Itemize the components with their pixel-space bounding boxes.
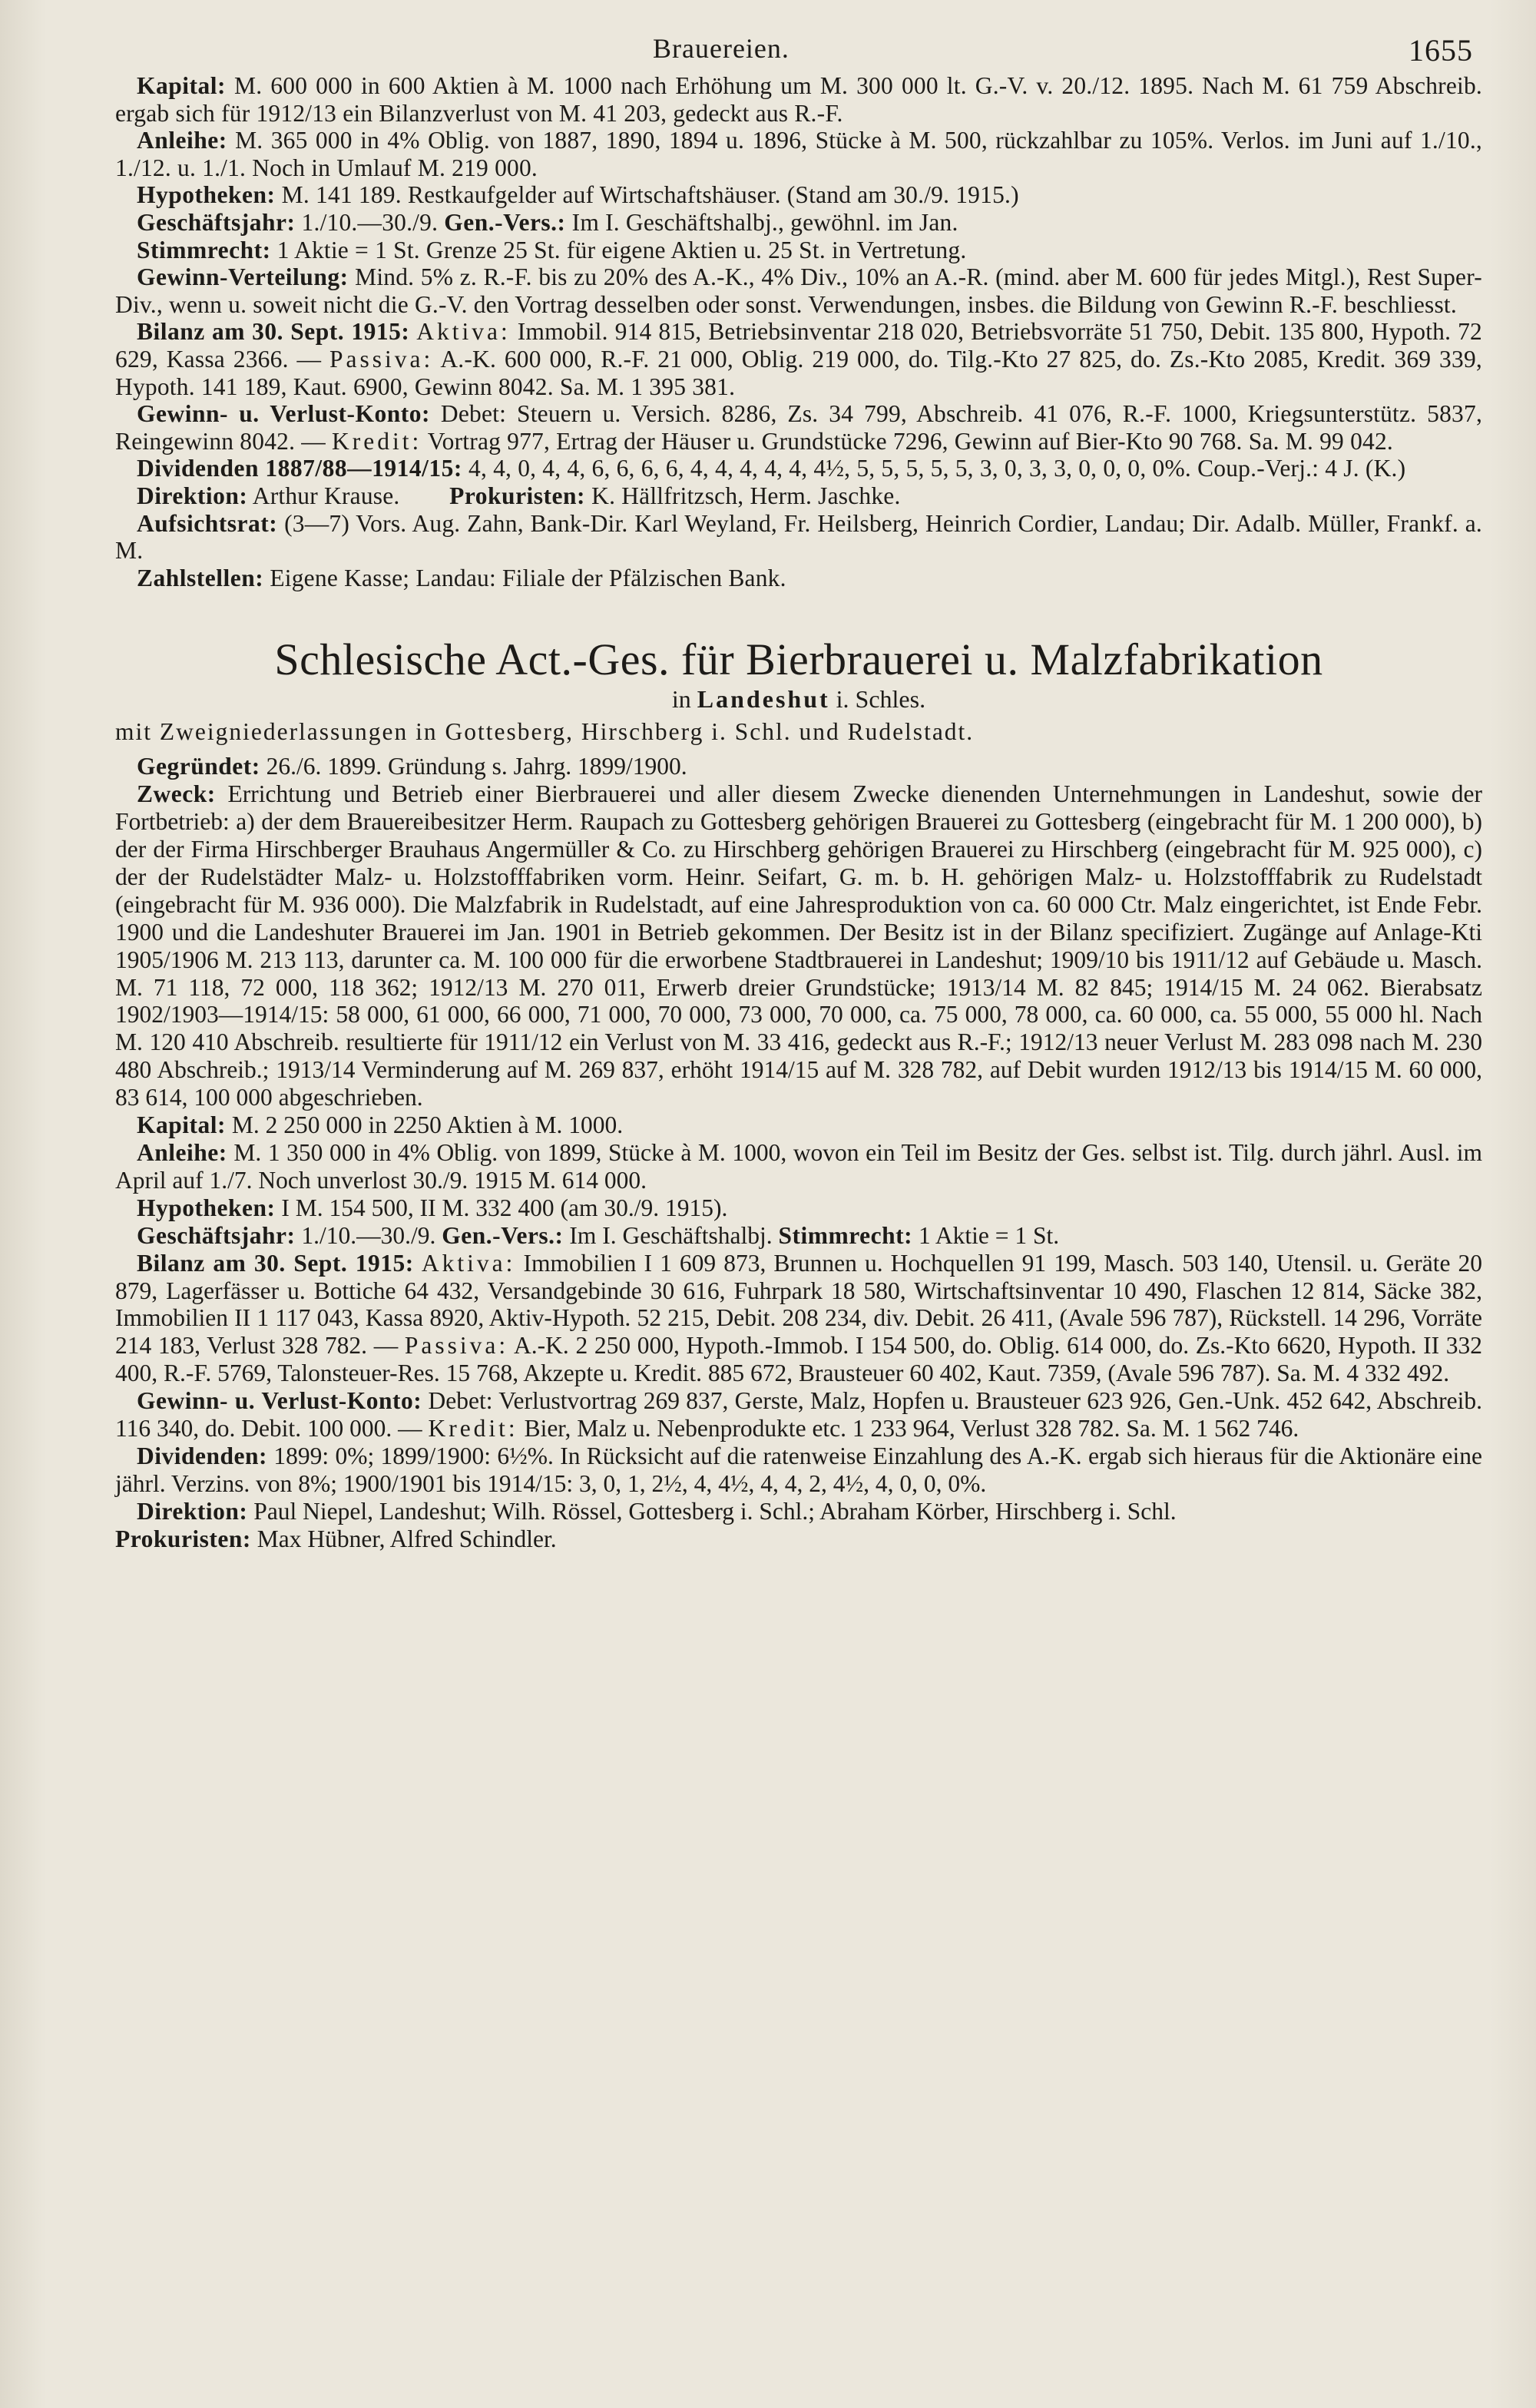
location-city: Landeshut [697, 685, 830, 714]
stimmrecht2-label: Stimmrecht: [778, 1221, 913, 1249]
direktion2-text: Paul Niepel, Landeshut; Wilh. Rössel, Gottesberg i. Schl.; Abraham Körber, Hirschberg i. Schl. [253, 1497, 1177, 1525]
guv2-paragraph [115, 1387, 1482, 1442]
gewinn-verteilung-label: Gewinn-Verteilung: [137, 263, 349, 291]
aufsichtsrat-text: (3—7) Vors. Aug. Zahn, Bank-Dir. Karl Weyland, Fr. Heilsberg, Heinrich Cordier, Landau; Dir. Adalb. Müller, Frankf. a. M. [115, 509, 1483, 565]
company-branches: mit Zweigniederlassungen in Gottesberg, Hirschberg i. Schl. und Rudelstadt. [115, 718, 975, 746]
bilanz-passiva-text: A.-K. 600 000, R.-F. 21 000, Oblig. 219 000, do. Tilg.-Kto 27 825, do. Zs.-Kto 2085, Kredit. 369 339, Hypoth. 141 189, Kaut. 6900, Gewinn 8042. Sa. M. 1 395 381. [115, 345, 1482, 400]
gegruendet-label: Gegründet: [137, 753, 260, 780]
anleihe2-paragraph [115, 1139, 1482, 1194]
anleihe-paragraph [115, 127, 1482, 181]
prokuristen2-text: Max Hübner, Alfred Schindler. [257, 1525, 557, 1552]
gegruendet-text: 26./6. 1899. Gründung s. Jahrg. 1899/1900. [266, 753, 687, 780]
dividenden-text: 4, 4, 0, 4, 4, 6, 6, 6, 6, 4, 4, 4, 4, 4, 4½, 5, 5, 5, 5, 5, 3, 0, 3, 3, 0, 0, 0, 0%. Coup.-Verj.: 4 J. (K.) [468, 455, 1406, 482]
hypotheken2-paragraph [115, 1194, 1482, 1222]
guv2-label: Gewinn- u. Verlust-Konto: [137, 1387, 422, 1415]
stimmrecht2-text: 1 Aktie = 1 St. [918, 1221, 1060, 1249]
kapital2-label: Kapital: [137, 1111, 227, 1139]
aufsichtsrat-paragraph [115, 510, 1482, 565]
anleihe2-text: M. 1 350 000 in 4% Oblig. von 1899, Stücke à M. 1000, wovon ein Teil im Besitz der Ges. selbst ist. Tilg. durch jährl. Ausl. im April auf 1./7. Noch unverlost 30./9. 1915 M. 614 000. [115, 1138, 1482, 1194]
geschaeftsjahr-paragraph [115, 209, 1482, 237]
guv-debet-text: Steuern u. Versich. 8286, Zs. 34 799, Abschreib. 41 076, R.-F. 1000, Kriegsunterstütz. 5837, Reingewinn 8042. — [115, 400, 1483, 455]
guv-label: Gewinn- u. Verlust-Konto: [137, 400, 431, 428]
first-company-entry [115, 72, 1482, 591]
kapital2-paragraph [115, 1111, 1482, 1139]
guv2-kredit-label: Kredit: [428, 1415, 518, 1442]
guv-kredit-text: Vortrag 977, Ertrag der Häuser u. Grundstücke 7296, Gewinn auf Bier-Kto 90 768. Sa. M. 99 042. [427, 427, 1394, 455]
prokuristen2-label: Prokuristen: [115, 1525, 251, 1552]
dividenden-paragraph [115, 455, 1482, 482]
dividenden-label: Dividenden 1887/88—1914/15: [137, 455, 462, 482]
bilanz2-aktiva-label: Aktiva: [421, 1249, 516, 1277]
genvers-label: Gen.-Vers.: [444, 208, 566, 236]
anleihe-text: M. 365 000 in 4% Oblig. von 1887, 1890, 1894 u. 1896, Stücke à M. 500, rückzahlbar zu 105%. Verlos. im Juni auf 1./10., 1./12. u. 1./1. Noch in Umlauf M. 219 000. [115, 127, 1482, 181]
prokuristen-label: Prokuristen: [449, 482, 586, 509]
stimmrecht-label: Stimmrecht: [137, 236, 271, 263]
guv2-debet-label: Debet: [428, 1387, 493, 1415]
zweck-paragraph [115, 780, 1482, 1111]
dividenden2-text: 1899: 0%; 1899/1900: 6½%. In Rücksicht auf die ratenweise Einzahlung des A.-K. ergab sich hieraus für die Aktionäre eine jährl. Verzins. von 8%; 1900/1901 bis 1914/15: 3, 0, 1, 2½, 4, 4½, 4, 4, 2, 4½, 4, 0, 0, 0%. [115, 1442, 1483, 1497]
zahlstellen-label: Zahlstellen: [137, 564, 264, 591]
hypotheken-text: M. 141 189. Restkaufgelder auf Wirtschaftshäuser. (Stand am 30./9. 1915.) [281, 181, 1019, 209]
location-suffix: i. Schles. [836, 685, 926, 714]
zweck-text: Errichtung und Betrieb einer Bierbrauerei und aller diesem Zwecke dienenden Unternehmungen in Landeshut, sowie der Fortbetrieb: a) der dem Brauereibesitzer Herm. Raupach zu Gottesberg gehörigen Brauerei zu Gottesberg (eingebracht für M. 1 200 000), b) der der Firma Hirschberger Brauhaus Angermüller & Co. zu Hirschberg gehörigen Brauerei zu Hirschberg (eingebracht für M. 925 000), c) der der Rudelstädter Malz- u. Holzstofffabriken vorm. Heinr. Seifart, G. m. b. H. gehörigen Malz- u. Holzstofffabrik zu Rudelstadt (eingebracht für M. 936 000). Die Malzfabrik in Rudelstadt, auf eine Jahresproduktion von ca. 60 000 Ctr. Malz eingerichtet, ist Ende Febr. 1900 und die Landeshuter Brauerei im Jan. 1901 in Betrieb gekommen. Der Besitz ist in der Bilanz specifiziert. Zugänge auf Anlage-Kti 1905/1906 M. 213 113, darunter ca. M. 100 000 für die erworbene Stadtbrauerei in Landeshut; 1909/10 bis 1911/12 auf Gebäude u. Masch. M. 71 118, 72 000, 118 362; 1912/13 M. 270 011, Erwerb dreier Grundstücke; 1913/14 M. 82 845; 1914/15 M. 24 062. Bierabsatz 1902/1903—1914/15: 58 000, 61 000, 66 000, 71 000, 70 000, 73 000, 70 000, ca. 75 000, 78 000, ca. 60 000, ca. 55 000, 55 000 hl. Nach M. 120 410 Abschreib. resultierte für 1911/12 ein Verlust von M. 33 416, gedeckt aus R.-F.; 1912/13 neuer Verlust M. 283 098 nach M. 230 480 Abschreib.; 1913/14 Verminderung auf M. 269 837, erhöht 1914/15 auf M. 328 782, auf Debit wurden 1912/13 bis 1914/15 M. 60 000, 83 614, 100 000 abgeschrieben. [115, 780, 1483, 1111]
hypotheken-label: Hypotheken: [137, 181, 276, 209]
guv-kredit-label: Kredit: [332, 427, 422, 455]
geschaeftsjahr2-label: Geschäftsjahr: [137, 1221, 296, 1249]
gewinn-verteilung-paragraph [115, 263, 1482, 318]
company-title: Schlesische Act.-Ges. für Bierbrauerei u. Malzfabrikation [274, 634, 1323, 685]
kapital2-text: M. 2 250 000 in 2250 Aktien à M. 1000. [231, 1111, 624, 1139]
bilanz2-label: Bilanz am 30. Sept. 1915: [137, 1249, 414, 1277]
direktion-paragraph [115, 482, 1482, 510]
bilanz2-aktiva-text: Immobilien I 1 609 873, Brunnen u. Hochquellen 91 199, Masch. 503 140, Utensil. u. Geräte 20 879, Lagerfässer u. Bottiche 64 432, Versandgebinde 30 616, Fuhrpark 18 580, Wirtschaftsinventar 10 490, Flaschen 12 814, Säcke 382, Immobilien II 1 117 043, Kassa 8920, Aktiv-Hypoth. 52 215, Debit. 208 234, div. Debit. 26 411, (Avale 596 787), Rückstell. 14 296, Vorräte 214 183, Verlust 328 782. — [115, 1249, 1483, 1360]
zahlstellen-text: Eigene Kasse; Landau: Filiale der Pfälzischen Bank. [270, 564, 786, 591]
page-number: 1655 [1409, 33, 1473, 68]
bilanz2-passiva-label: Passiva: [404, 1332, 509, 1360]
guv2-debet-text: Verlustvortrag 269 837, Gerste, Malz, Hopfen u. Brausteuer 623 926, Gen.-Unk. 452 642, Abschreib. 116 340, do. Debit. 100 000. — [115, 1387, 1483, 1442]
anleihe2-label: Anleihe: [137, 1138, 227, 1166]
guv-paragraph [115, 400, 1482, 455]
aufsichtsrat-label: Aufsichtsrat: [137, 509, 278, 537]
hypotheken2-text: I M. 154 500, II M. 332 400 (am 30./9. 1915). [281, 1194, 728, 1221]
anleihe-label: Anleihe: [137, 127, 227, 154]
gewinn-verteilung-text: Mind. 5% z. R.-F. bis zu 20% des A.-K., 4% Div., 10% an A.-R. (mind. aber M. 600 für jedes Mitgl.), Rest Super-Div., wenn u. soweit nicht die G.-V. den Vortrag desselben oder sonst. Verwendungen, insbes. die Bildung von Gewinn R.-F. beschliesst. [115, 263, 1482, 318]
stimmrecht-paragraph [115, 237, 1482, 264]
location-in: in [671, 685, 691, 714]
geschaeftsjahr-label: Geschäftsjahr: [137, 208, 296, 236]
second-company-entry [115, 753, 1482, 1552]
direktion2-label: Direktion: [137, 1497, 248, 1525]
bilanz-paragraph [115, 318, 1482, 400]
direktion-label: Direktion: [137, 482, 248, 509]
geschaeftsjahr-text: 1./10.—30./9. [301, 208, 439, 236]
kapital-label: Kapital: [137, 72, 227, 99]
guv-debet-label: Debet: [440, 400, 507, 428]
bilanz-aktiva-text: Immobil. 914 815, Betriebsinventar 218 020, Betriebsvorräte 51 750, Debit. 135 800, Hypoth. 72 629, Kassa 2366. — [115, 318, 1482, 373]
kapital-text: M. 600 000 in 600 Aktien à M. 1000 nach Erhöhung um M. 300 000 lt. G.-V. v. 20./12. 1895. Nach M. 61 759 Abschreib. ergab sich für 1912/13 ein Bilanzverlust von M. 41 203, gedeckt aus R.-F. [115, 72, 1483, 127]
geschaeftsjahr2-paragraph [115, 1222, 1482, 1250]
genvers2-text: Im I. Geschäftshalbj. [569, 1221, 773, 1249]
direktion2-paragraph [115, 1498, 1482, 1553]
company-location [115, 685, 1482, 713]
guv2-kredit-text: Bier, Malz u. Nebenprodukte etc. 1 233 964, Verlust 328 782. Sa. M. 1 562 746. [524, 1415, 1299, 1442]
zahlstellen-paragraph [115, 565, 1482, 592]
hypotheken2-label: Hypotheken: [137, 1194, 276, 1221]
genvers-text: Im I. Geschäftshalbj., gewöhnl. im Jan. [571, 208, 958, 236]
prokuristen-text: K. Hällfritzsch, Herm. Jaschke. [591, 482, 901, 509]
gegruendet-paragraph [115, 753, 1482, 780]
page-header [115, 26, 1482, 72]
dividenden2-label: Dividenden: [137, 1442, 268, 1469]
zweck-label: Zweck: [137, 780, 216, 808]
dividenden2-paragraph [115, 1442, 1482, 1498]
bilanz2-paragraph [115, 1250, 1482, 1388]
kapital-paragraph [115, 72, 1482, 127]
running-title: Brauereien. [653, 33, 790, 64]
stimmrecht-text: 1 Aktie = 1 St. Grenze 25 St. für eigene Aktien u. 25 St. in Vertretung. [276, 236, 967, 263]
bilanz-passiva-label: Passiva: [329, 345, 434, 373]
geschaeftsjahr2-text: 1./10.—30./9. [301, 1221, 436, 1249]
bilanz2-passiva-text: A.-K. 2 250 000, Hypoth.-Immob. I 154 500, do. Oblig. 614 000, do. Zs.-Kto 6620, Hypoth. II 332 400, R.-F. 5769, Talonsteuer-Res. 15 768, Akzepte u. Kredit. 885 672, Brausteuer 60 402, Kaut. 7359, (Avale 596 787). Sa. M. 4 332 492. [115, 1332, 1482, 1387]
bilanz-label: Bilanz am 30. Sept. 1915: [137, 318, 410, 346]
genvers2-label: Gen.-Vers.: [442, 1221, 564, 1249]
bilanz-aktiva-label: Aktiva: [416, 318, 511, 346]
hypotheken-paragraph [115, 181, 1482, 209]
direktion-text: Arthur Krause. [252, 482, 400, 509]
